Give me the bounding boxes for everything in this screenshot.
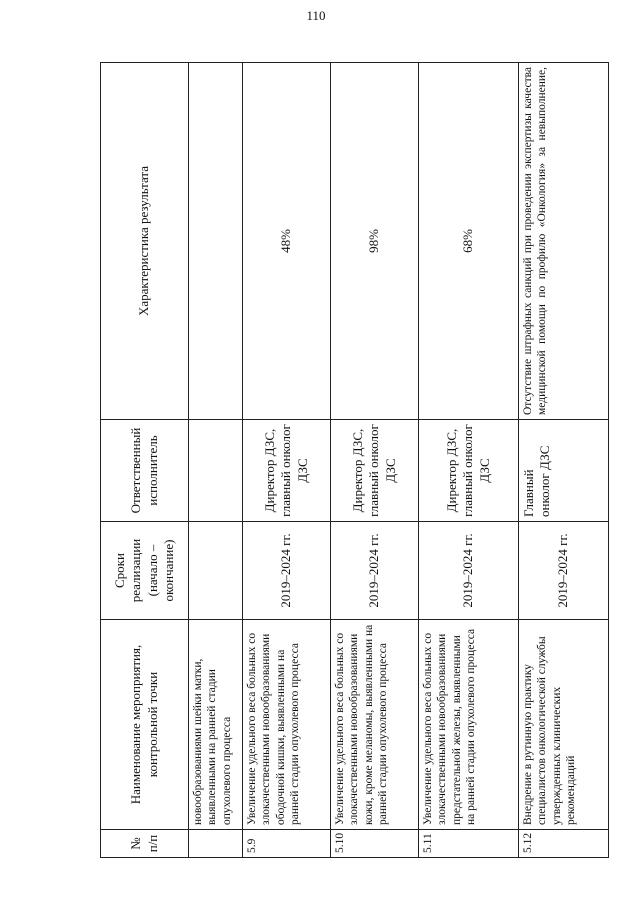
row-responsible: Директор ДЗС, главный онколог ДЗС [243,420,331,522]
row-result: 48% [243,63,331,420]
row-result: 68% [419,63,519,420]
rotated-table-container [100,62,608,858]
table-row [189,63,243,858]
row-no: 5.11 [419,830,519,858]
table-row [419,63,519,858]
row-term: 2019–2024 гг. [331,522,419,620]
row-no: 5.12 [519,830,609,858]
row-responsible: Директор ДЗС, главный онколог ДЗС [419,420,519,522]
row-result [189,63,243,420]
header-result: Характеристика результата [101,63,189,420]
row-name: Увеличение удельного веса больных со злокачественными новообразованиями кожи, кроме меланомы, выявленными на ранней стадии опухолевого процесса [331,620,419,830]
row-name: новообразованиями шейки матки, выявленными на ранней стадии опухолевого процесса [189,620,243,830]
table-row [243,63,331,858]
row-term: 2019–2024 гг. [519,522,609,620]
header-name: Наименование мероприятия, контрольной точки [101,620,189,830]
page-number: 110 [306,8,326,23]
row-name: Увеличение удельного веса больных со злокачественными новообразованиями ободочной кишки, выявленными на ранней стадии опухолевого процесса [243,620,331,830]
row-name: Увеличение удельного веса больных со злокачественными новообразованиями предстательной железы, выявленными на ранней стадии опухолевого процесса [419,620,519,830]
row-no [189,830,243,858]
table-row [331,63,419,858]
row-result: 98% [331,63,419,420]
row-no: 5.10 [331,830,419,858]
action-plan-table [100,62,609,858]
header-term: Сроки реализации (начало – окончание) [101,522,189,620]
table-row [519,63,609,858]
header-responsible: Ответственный исполнитель [101,420,189,522]
row-result: Отсутствие штрафных санкций при проведении экспертизы качества медицинской помощи по профилю «Онкология» за невыполнение, [519,63,609,420]
row-responsible [189,420,243,522]
row-term: 2019–2024 гг. [419,522,519,620]
header-no: № п/п [101,830,189,858]
row-responsible: Главный онколог ДЗС [519,420,609,522]
row-no: 5.9 [243,830,331,858]
row-responsible: Директор ДЗС, главный онколог ДЗС [331,420,419,522]
row-term [189,522,243,620]
table-header-row [101,63,189,858]
row-name: Внедрение в рутинную практику специалистов онкологической службы утвержденных клинических рекомендаций [519,620,609,830]
row-term: 2019–2024 гг. [243,522,331,620]
